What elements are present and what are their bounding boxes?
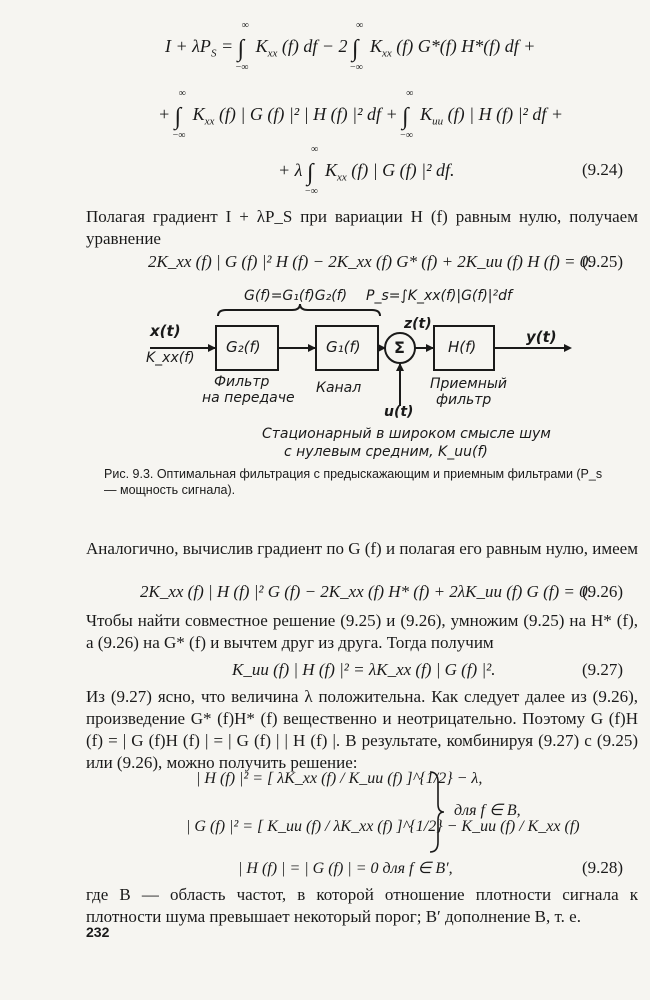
diagram-block-g1-label: G₁(f): [326, 338, 361, 356]
page-number: 232: [86, 924, 110, 940]
diagram-label-h-line2: фильтр: [436, 392, 492, 408]
equation-9-28-brace: [426, 770, 446, 854]
diagram-block-g2-label: G₂(f): [226, 338, 261, 356]
diagram-summer-symbol: Σ: [394, 338, 405, 357]
equation-9-24-line2: + ∞ ∫ −∞ $K_{xx}$ (f) | G (f) |² | H (f) |² df + ∞ ∫ −∞ $K_{uu}$ (f) | H (f) |² df +: [158, 88, 564, 141]
diagram-noise-desc-line2: с нулевым средним, K_uu(f): [284, 444, 488, 460]
equation-9-26: 2K_xx (f) | H (f) |² G (f) − 2K_xx (f) H* (f) + 2λK_uu (f) G (f) = 0.: [140, 582, 592, 601]
diagram-noise-desc-line1: Стационарный в широком смысле шум: [262, 426, 551, 442]
brace-g: [218, 304, 380, 316]
equation-label-9-27: (9.27): [582, 660, 624, 679]
equation-9-28-row3: | H (f) | = | G (f) | = 0 для f ∈ B′,: [238, 860, 453, 877]
equation-label-9-24: (9.24): [582, 160, 624, 179]
equation-9-28-condition: для f ∈ B,: [454, 802, 521, 819]
diagram-label-ps: P_s=∫K_xx(f)|G(f)|²df: [366, 288, 512, 304]
diagram-label-g1: Канал: [316, 380, 362, 396]
figure-caption: Рис. 9.3. Оптимальная фильтрация с предыскажающим и приемным фильтрами (P_s — мощность сигнала).: [104, 467, 603, 497]
diagram-noise: u(t): [384, 404, 414, 420]
diagram-label-h-line1: Приемный: [430, 376, 507, 392]
equation-9-24-line1: $I + \lambda P_S$ = ∞ ∫ −∞ $K_{xx}$ (f) df − 2 ∞ ∫ −∞ $K_{xx}$ (f) G*(f) H*(f) df +: [165, 20, 536, 73]
diagram-node-z: z(t): [404, 316, 432, 332]
paragraph-gradient-h: Полагая градиент I + λP_S при вариации H (f) равным нулю, получаем уравнение: [86, 207, 638, 248]
diagram-input-signal: x(t): [150, 322, 181, 340]
paragraph-region-b: где B — область частот, в которой отношение плотности сигнала к плотности шума превышает некоторый порог; B′ дополнение B, т. е.: [86, 885, 638, 926]
diagram-label-g2-line2: на передаче: [202, 390, 295, 406]
paragraph-gradient-g: Аналогично, вычислив градиент по G (f) и полагая его равным нулю, имеем: [86, 539, 638, 558]
paragraph-lambda-positive: Из (9.27) ясно, что величина λ положительна. Как следует далее из (9.26), произведение G* (f)H* (f) вещественно и неотрицательно. Поэтому G (f)H (f) = | G (f)H (f) | = | G (f) | | H (f) |. В результате, комбинируя (9.27) с (9.25) или (9.26), можно получить решение:: [86, 687, 638, 772]
equation-9-25: 2K_xx (f) | G (f) |² H (f) − 2K_xx (f) G* (f) + 2K_uu (f) H (f) = 0.: [148, 252, 593, 271]
diagram-input-spectrum: K_xx(f): [146, 350, 195, 366]
equation-label-9-28: (9.28): [582, 858, 624, 877]
paragraph-joint-solution: Чтобы найти совместное решение (9.25) и (9.26), умножим (9.25) на H* (f), а (9.26) на G* (f) и вычтем друг из друга. Тогда получим: [86, 611, 638, 652]
equation-9-28-row2: | G (f) |² = [ K_uu (f) / λK_xx (f) ]^{1/2} − K_uu (f) / K_xx (f): [186, 818, 580, 835]
diagram-label-g-product: G(f)=G₁(f)G₂(f): [244, 288, 348, 304]
equation-label-9-25: (9.25): [582, 252, 624, 271]
diagram-block-h-label: H(f): [448, 338, 477, 356]
equation-9-27: K_uu (f) | H (f) |² = λK_xx (f) | G (f) |².: [232, 660, 496, 679]
diagram-output: y(t): [526, 328, 557, 346]
equation-label-9-26: (9.26): [582, 582, 624, 601]
diagram-label-g2-line1: Фильтр: [214, 374, 270, 390]
equation-9-24-line3: + λ ∞ ∫ −∞ $K_{xx}$ (f) | G (f) |² df.: [278, 144, 455, 197]
equation-9-28-row1: | H (f) |² = [ λK_xx (f) / K_uu (f) ]^{1/2} − λ,: [196, 770, 483, 787]
